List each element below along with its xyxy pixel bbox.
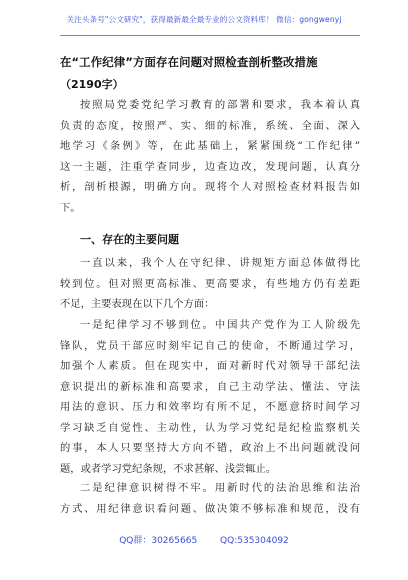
paragraph-line: 析，剖析根源，明确方向。现将个人对照检查材料报告如 [60,181,360,193]
paragraph-line: 一直以来，我个人在守纪律、讲规矩方面总体做得比 [80,257,360,269]
paragraph-line: 的事，本人只要坚持大方向不错，政治上不出问题就没问 [60,442,360,454]
paragraph-line: 一是纪律学习不够到位。中国共产党作为工人阶级先 [80,319,360,331]
section-heading: 一、存在的主要问题 [80,233,179,246]
point-1-paragraph [60,315,360,479]
point-2-paragraph [60,478,360,519]
intro-paragraph [60,95,360,218]
paragraph-line: 用法的意识、压力和效率均有所不足，不愿意挤时间学习 [60,401,360,413]
paragraph-line: 按照局党委党纪学习教育的部署和要求，我本着认真 [80,99,360,111]
paragraph-line: 二是纪律意识树得不牢。用新时代的法治思维和法治 [80,482,360,494]
paragraph-line: 方式、用纪律意识看问题、做决策不够标准和规范，没有 [60,502,360,515]
paragraph-line: 不足，主要表现在以下几个方面： [60,298,215,310]
word-count: （2190字） [60,78,124,91]
section-intro-paragraph [60,253,360,315]
paragraph-line: 学习缺乏自觉性、主动性，认为学习党纪是纪检监察机关 [60,421,360,434]
paragraph-line: 较到位。但对照更高标准、更高要求，有些地方仍有差距 [60,277,360,290]
footer-qq-group: QQ群：30265665 [119,536,198,546]
paragraph-line: 这一主题，注重学查同步，边查边改，发现问题，认真分 [60,160,360,173]
header-divider [60,35,360,36]
paragraph-line: 加强个人素质。但在现实中，面对新时代对领导干部纪法 [60,360,360,372]
paragraph-line: 意识提出的新标准和高要求，自己主动学法、懂法、守法 [60,380,360,393]
header-banner: 关注头条号"公文研究"，获得最新最全最专业的公文资料库！ 微信：gongwenyj [66,15,342,24]
paragraph-line: 题，或者学习党纪条规，不求甚解、浅尝辄止。 [60,462,277,475]
document-title: 在“工作纪律”方面存在问题对照检查剖析整改措施 [60,55,318,69]
paragraph-line: 地学习《条例》等，在此基础上，紧紧围绕“工作纪律” [60,140,360,152]
paragraph-line: 负责的态度，按照严、实、细的标准，系统、全面、深入 [60,119,360,132]
paragraph-line: 下。 [60,201,81,214]
footer-contact [0,533,408,546]
paragraph-line: 锋队，党员干部应时刻牢记自己的使命，不断通过学习， [60,339,360,352]
footer-qq: QQ:535304092 [220,536,289,546]
